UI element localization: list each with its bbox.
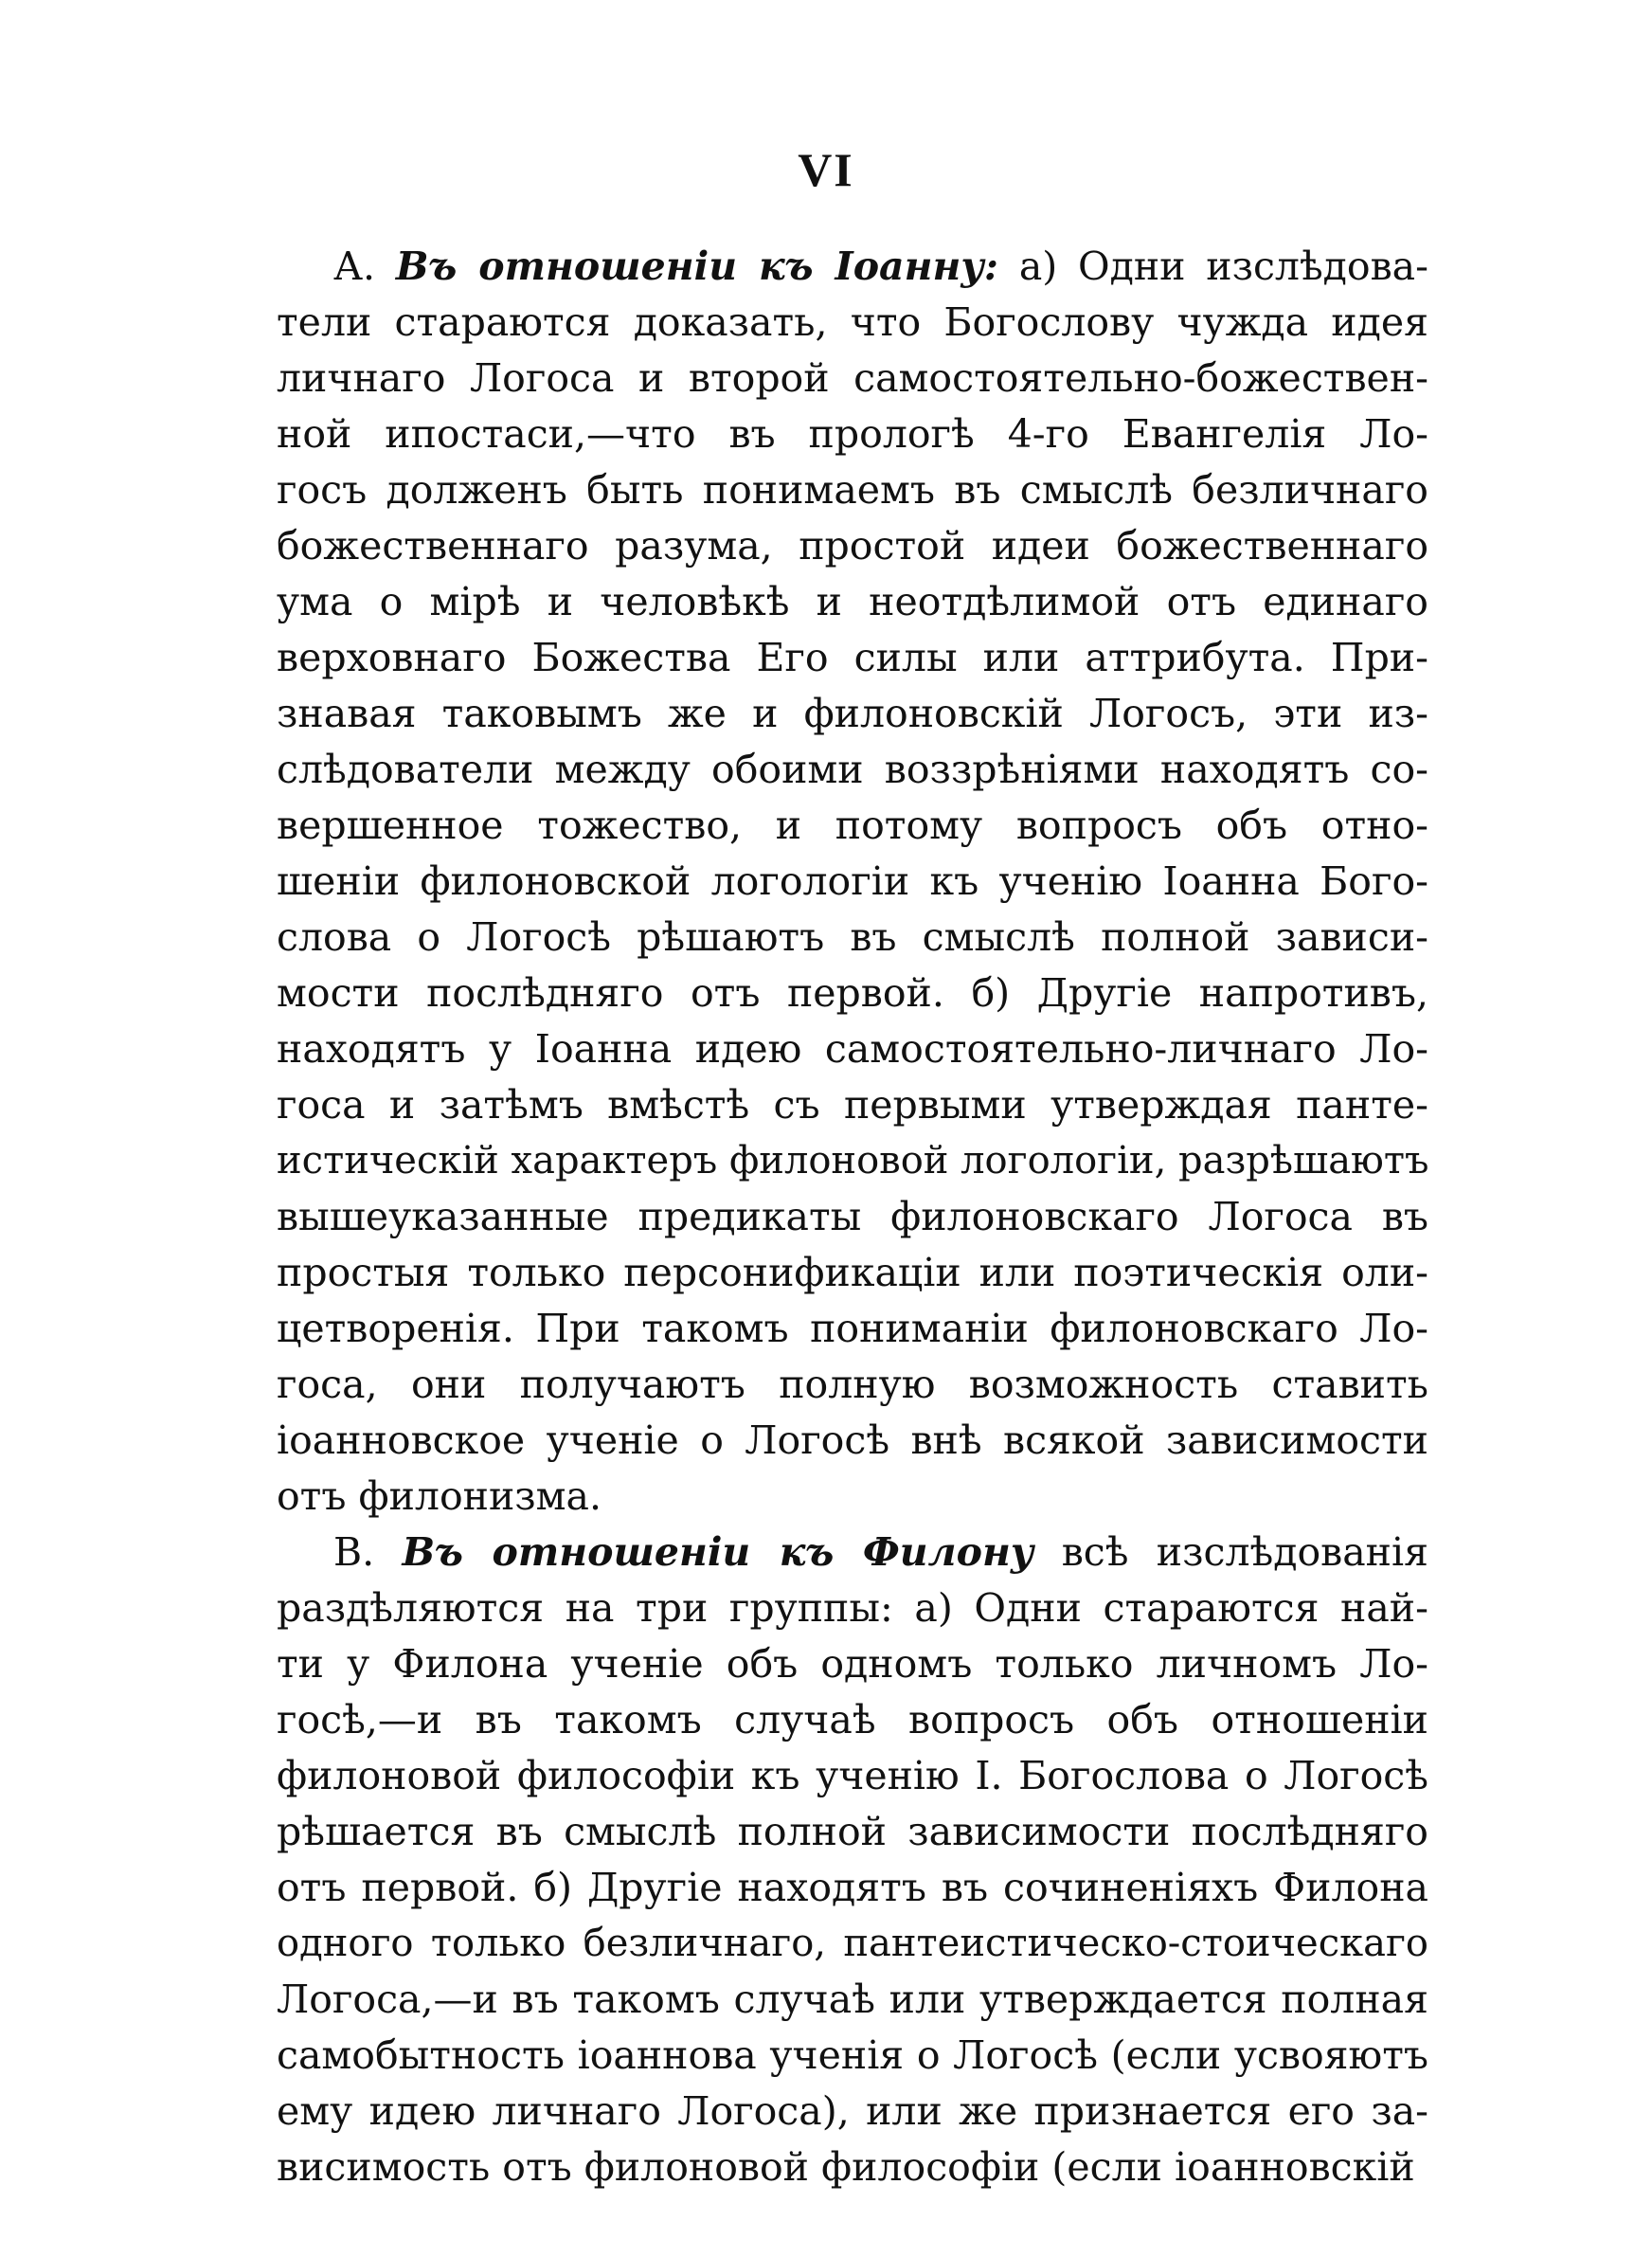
text-line: слова о Логосѣ рѣшаютъ въ смыслѣ полной зависи- (277, 914, 1428, 960)
text-line: знавая таковымъ же и филоновскій Логосъ, эти из- (277, 691, 1428, 736)
text-line: висимость отъ филоновой философіи (если іоанновскій (277, 2144, 1415, 2190)
text-line: іоанновское ученіе о Логосѣ внѣ всякой зависимости (277, 1417, 1428, 1463)
text-line: ной ипостаси,—что въ прологѣ 4-го Евангелія Ло- (277, 411, 1428, 457)
text-line: самобытность іоаннова ученія о Логосѣ (если усвояютъ (277, 2032, 1428, 2078)
section-letter: В. (333, 1529, 375, 1575)
text-line: верховнаго Божества Его силы или аттрибута. При- (277, 635, 1428, 680)
text-line: раздѣляются на три группы: а) Одни стараются най- (277, 1585, 1428, 1631)
text-line: госѣ,—и въ такомъ случаѣ вопросъ объ отношеніи (277, 1697, 1428, 1742)
text-line: Логоса,—и въ такомъ случаѣ или утверждается полная (277, 1977, 1428, 2022)
paragraph-a (277, 239, 1428, 1525)
section-letter: А. (333, 244, 376, 289)
text-line: госъ долженъ быть понимаемъ въ смыслѣ безличнаго (277, 467, 1428, 513)
text-line (277, 1525, 1428, 1580)
text-line: рѣшается въ смыслѣ полной зависимости послѣдняго (277, 1809, 1428, 1854)
line-text: всѣ изслѣдованія (1061, 1529, 1428, 1575)
page-number: VI (798, 143, 854, 196)
text-line: госа и затѣмъ вмѣстѣ съ первыми утверждая панте- (277, 1082, 1428, 1128)
text-line: отъ филонизма. (277, 1473, 602, 1519)
text-line: ему идею личнаго Логоса), или же признается его за- (277, 2088, 1428, 2134)
section-heading: Въ отношеніи къ Филону (402, 1529, 1034, 1575)
section-heading: Въ отношеніи къ Іоанну: (395, 244, 999, 289)
text-line: вершенное тожество, и потому вопросъ объ отно- (277, 803, 1428, 848)
text-line: одного только безличнаго, пантеистическо-стоическаго (277, 1922, 1428, 1965)
text-line: госа, они получаютъ полную возможность ставить (277, 1362, 1428, 1407)
text-line (277, 239, 1428, 295)
text-line: находятъ у Іоанна идею самостоятельно-личнаго Ло- (277, 1026, 1428, 1072)
line-text: а) Одни изслѣдова- (1018, 244, 1428, 289)
text-line: тели стараются доказать, что Богослову чужда идея (277, 299, 1428, 345)
text-line: ума о мірѣ и человѣкѣ и неотдѣлимой отъ единаго (277, 579, 1428, 624)
text-line: отъ первой. б) Другіе находятъ въ сочиненіяхъ Филона (277, 1865, 1428, 1910)
text-line: филоновой философіи къ ученію І. Богослова о Логосѣ (277, 1753, 1428, 1798)
text-line: простыя только персонификаціи или поэтическія оли- (277, 1250, 1428, 1295)
text-line: божественнаго разума, простой идеи божественнаго (277, 523, 1428, 569)
text-line: шеніи филоновской логологіи къ ученію Іоанна Бого- (277, 858, 1428, 904)
text-line: вышеуказанные предикаты филоновскаго Логоса въ (277, 1194, 1428, 1239)
text-line: цетворенія. При такомъ пониманіи филоновскаго Ло- (277, 1306, 1428, 1351)
text-line: ти у Филона ученіе объ одномъ только личномъ Ло- (277, 1641, 1428, 1687)
text-line: мости послѣдняго отъ первой. б) Другіе напротивъ, (277, 970, 1428, 1016)
text-body (277, 239, 1428, 2195)
text-line: слѣдователи между обоими воззрѣніями находятъ со- (277, 747, 1428, 792)
text-line: личнаго Логоса и второй самостоятельно-божествен- (277, 355, 1428, 401)
paragraph-b (277, 1525, 1428, 2195)
text-line: истическій характеръ филоновой логологіи, разрѣшаютъ (277, 1139, 1429, 1183)
